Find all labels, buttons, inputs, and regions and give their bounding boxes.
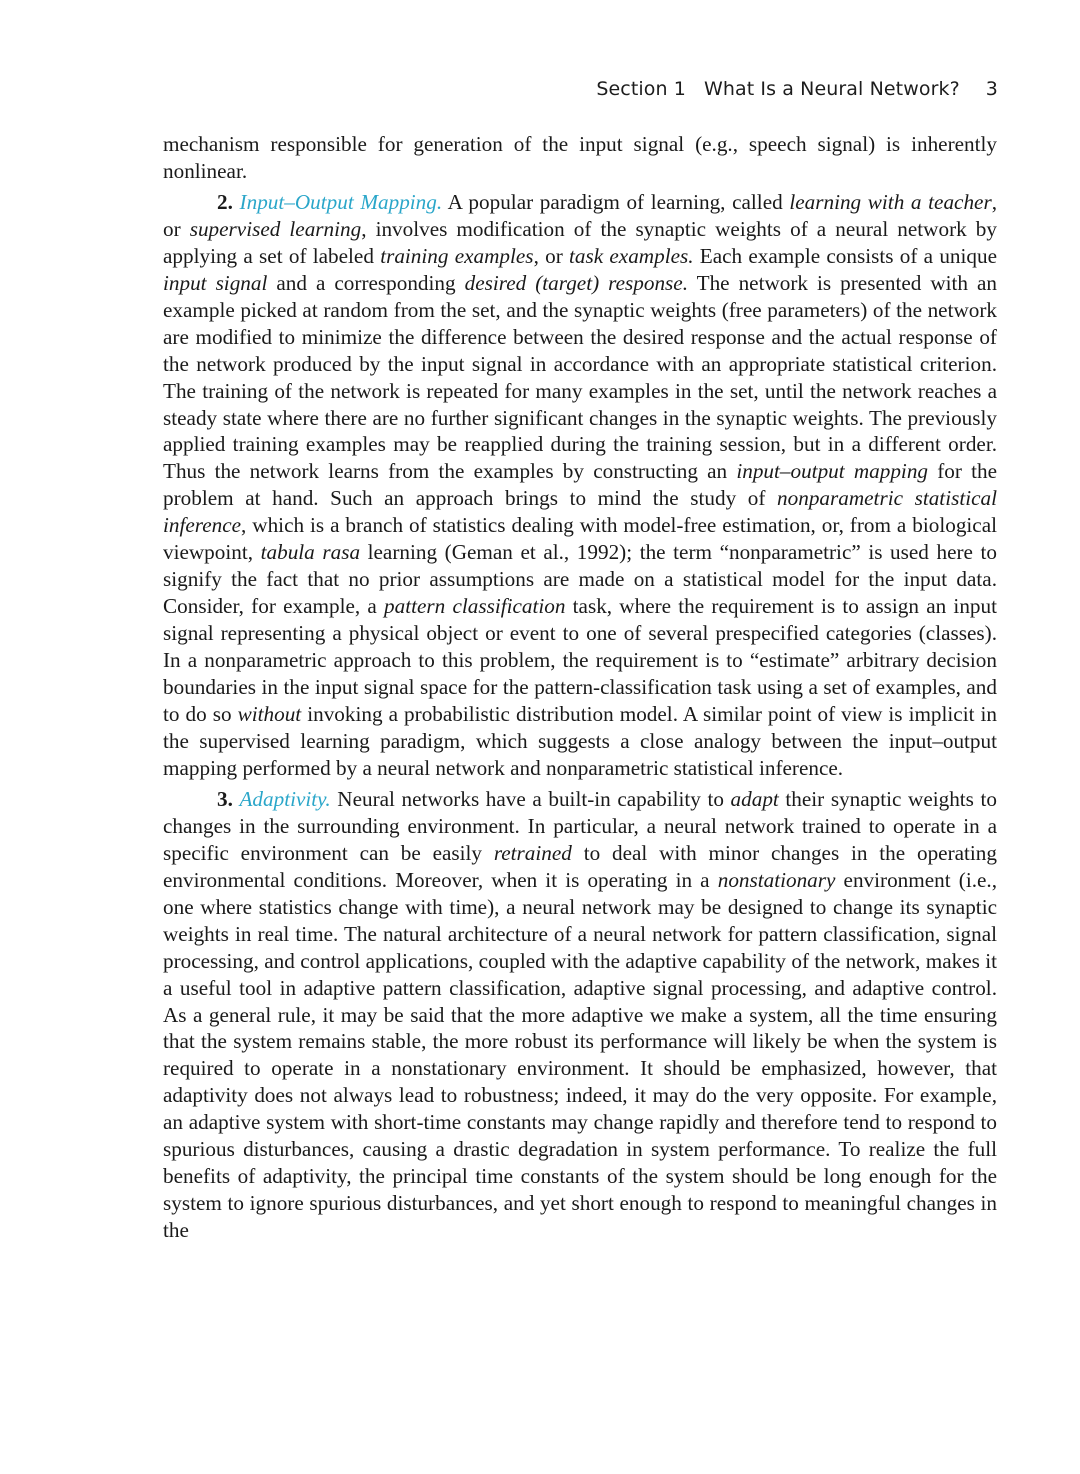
- item-input-output-mapping: [163, 189, 997, 782]
- body-text: their synaptic weights to changes in the surrounding environment. In particular, a neural network trained to operate in a specific environment can be easily: [163, 786, 997, 865]
- body-text: Each example consists of a unique: [693, 243, 997, 268]
- body-text: A popular paradigm of learning, called: [442, 189, 790, 214]
- body-text: and a corresponding: [267, 270, 465, 295]
- body-text: for the problem at hand. Such an approach brings to mind the study of: [163, 459, 998, 511]
- body-text: invoking a probabilistic distribution model. A similar point of view is implicit in the supervised learning paradigm, which suggests a close analogy between the input–output mapping performed by a neural network and nonparametric statistical inference.: [163, 702, 997, 780]
- item-title: Input–Output Mapping.: [239, 189, 443, 214]
- running-header: [596, 78, 998, 100]
- emphasis-text: nonstationary: [717, 867, 836, 892]
- emphasis-text: input signal: [163, 270, 268, 295]
- continued-paragraph: mechanism responsible for generation of the input signal (e.g., speech signal) is inherently nonlinear.: [163, 132, 997, 183]
- page-number: 3: [985, 78, 998, 100]
- emphasis-text: without: [237, 702, 302, 727]
- emphasis-text: nonparametric statistical inference: [163, 486, 997, 538]
- body-text: task, where the requirement is to assign an input signal representing a physical object or event to one of several prespecified categories (classes). In a nonparametric approach to this problem, the requirement is to “estimate” arbitrary decision boundaries in the input signal space for the pattern-classification task using a set of examples, and to do so: [163, 594, 997, 727]
- body-text: , or: [533, 243, 570, 268]
- chapter-title: What Is a Neural Network?: [703, 78, 960, 100]
- emphasis-text: supervised learning: [189, 216, 362, 241]
- emphasis-text: input–output mapping: [736, 459, 929, 484]
- item-title: Adaptivity.: [239, 786, 331, 811]
- emphasis-text: learning with a teacher: [789, 189, 992, 214]
- body-text: to deal with minor changes in the operating environmental conditions. Moreover, when it is operating in a: [163, 840, 997, 892]
- body-text: environment (i.e., one where statistics change with time), a neural network may be designed to change its synaptic weights in real time. The natural architecture of a neural network for pattern classification, signal processing, and control applications, coupled with the adaptive capability of the network, makes it a useful tool in adaptive pattern classification, adaptive signal processing, and adaptive control. As a general rule, it may be said that the more adaptive we make a system, all the time ensuring that the system remains stable, the more robust its performance will likely be when the system is required to operate in a nonstationary environment. It should be emphasized, however, that adaptivity does not always lead to robustness; indeed, it may do the very opposite. For example, an adaptive system with short-time constants may change rapidly and therefore tend to respond to spurious disturbances, causing a drastic degradation in system performance. To realize the full benefits of adaptivity, the principal time constants of the system should be long enough for the system to ignore spurious disturbances, and yet short enough to respond to meaningful changes in the: [163, 867, 997, 1243]
- item-number: 3.: [217, 786, 233, 811]
- emphasis-text: retrained: [493, 840, 572, 865]
- body-text: , involves modification of the synaptic weights of a neural network by applying a set of labeled: [163, 216, 997, 268]
- emphasis-text: adapt: [730, 786, 779, 811]
- emphasis-text: task examples.: [569, 243, 694, 268]
- body-text: The network is presented with an example picked at random from the set, and the synaptic weights (free parameters) of the network are modified to minimize the difference between the desired response and the actual response of the network produced by the input signal in accordance with an appropriate statistical criterion. The training of the network is repeated for many examples in the set, until the network reaches a steady state where there are no further significant changes in the synaptic weights. The previously applied training examples may be reapplied during the training session, but in a different order. Thus the network learns from the examples by constructing an: [163, 270, 998, 484]
- item-adaptivity: [163, 786, 997, 1244]
- item-number: 2.: [217, 189, 233, 214]
- emphasis-text: training examples: [380, 243, 534, 268]
- body-text: learning (Geman et al., 1992); the term “nonparametric” is used here to signify the fact that no prior assumptions are made on a statistical model for the input data. Consider, for example, a: [163, 540, 997, 619]
- section-label: Section 1: [596, 78, 686, 100]
- emphasis-text: tabula rasa: [260, 540, 361, 565]
- emphasis-text: pattern classification: [384, 594, 566, 619]
- emphasis-text: desired (target) response.: [464, 270, 688, 295]
- body-text: , or: [163, 189, 998, 241]
- page-body: [163, 131, 997, 1244]
- body-text: Neural networks have a built-in capability to: [330, 786, 731, 811]
- body-text: , which is a branch of statistics dealing with model-free estimation, or, from a biological viewpoint,: [163, 513, 997, 565]
